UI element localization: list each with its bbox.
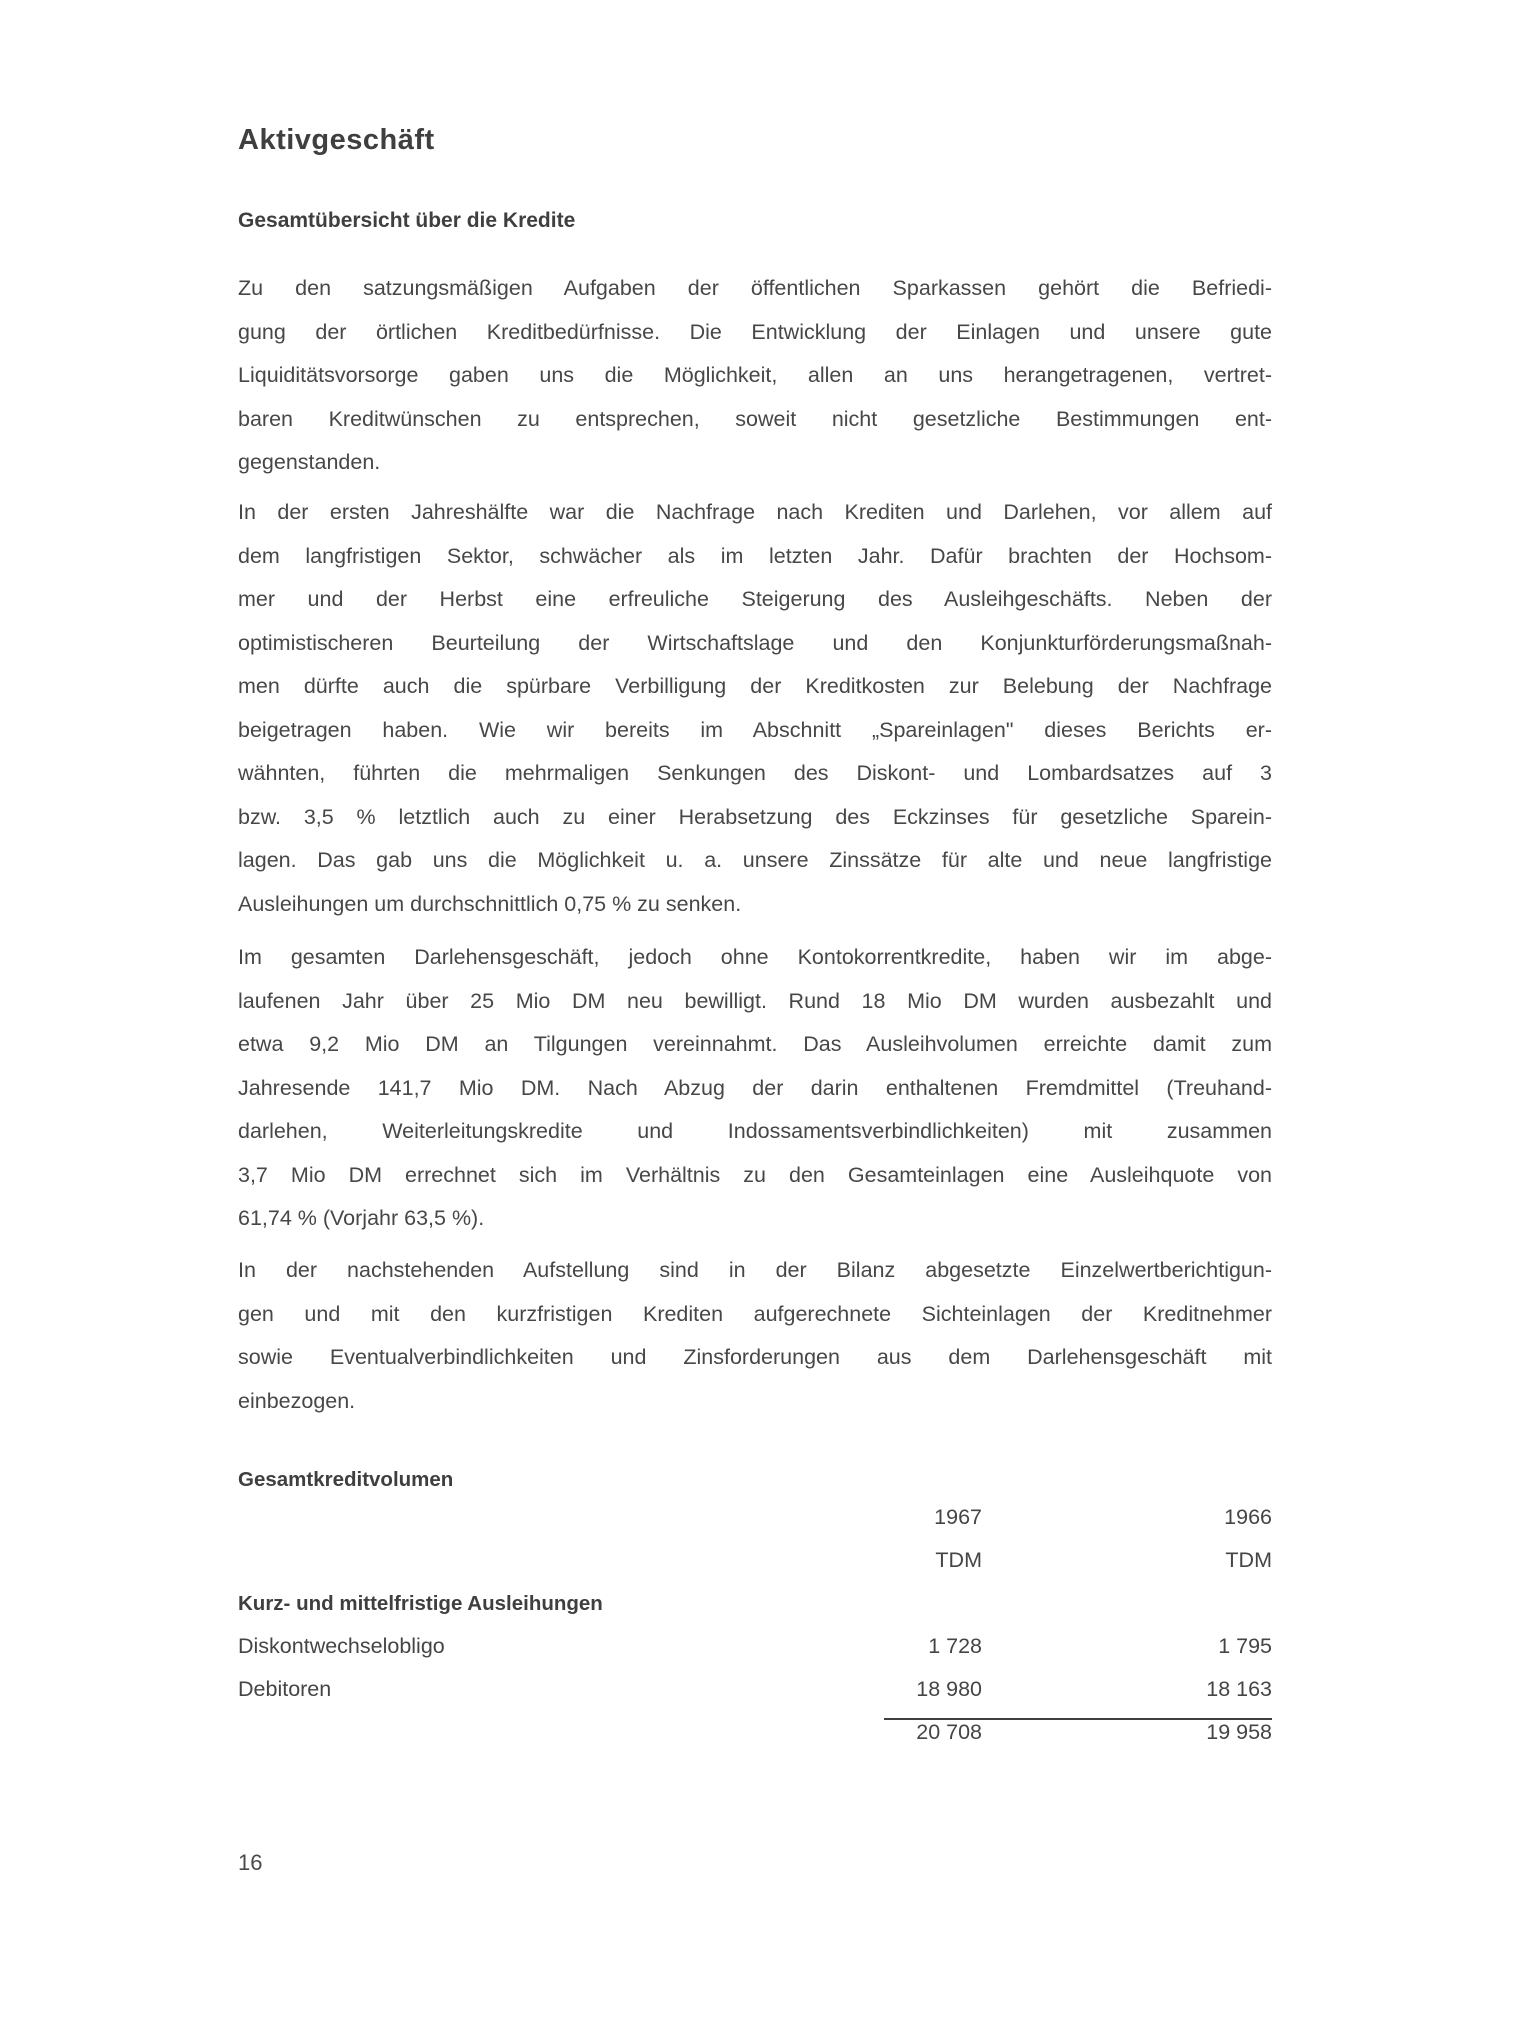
text-line: Jahresende 141,7 Mio DM. Nach Abzug der darin enthaltenen Fremdmittel (Treuhand- — [238, 1075, 1272, 1100]
column-header-unit: TDM — [935, 1548, 982, 1572]
sum-divider-rule — [884, 1718, 1272, 1720]
text-line: In der ersten Jahreshälfte war die Nachfrage nach Krediten und Darlehen, vor allem auf — [238, 500, 1272, 524]
credit-volume-table — [238, 1496, 1272, 1754]
table-title: Gesamtkreditvolumen — [238, 1468, 454, 1491]
text-line: laufenen Jahr über 25 Mio DM neu bewilligt. Rund 18 Mio DM wurden ausbezahlt und — [238, 988, 1272, 1013]
text-line: darlehen, Weiterleitungskredite und Indossamentsverbindlichkeiten) mit zusammen — [238, 1119, 1272, 1143]
group-label: Kurz- und mittelfristige Ausleihungen — [238, 1592, 603, 1615]
paragraph-2 — [238, 491, 1272, 926]
text-line: gegenstanden. — [238, 450, 381, 474]
table-header-year-row — [238, 1496, 1272, 1539]
total-value: 19 958 — [1206, 1720, 1272, 1744]
cell-value: 1 795 — [1218, 1634, 1272, 1658]
text-line: optimistischeren Beurteilung der Wirtschaftslage und den Konjunkturförderungsmaßnah- — [238, 630, 1272, 655]
paragraph-1 — [238, 267, 1272, 485]
row-label: Debitoren — [238, 1677, 332, 1701]
text-line: 3,7 Mio DM errechnet sich im Verhältnis zu den Gesamteinlagen eine Ausleihquote von — [238, 1162, 1272, 1187]
column-header-year: 1967 — [934, 1505, 982, 1529]
section-title: Aktivgeschäft — [238, 124, 435, 156]
text-line: Liquiditätsvorsorge gaben uns die Möglichkeit, allen an uns herangetragenen, vertret- — [238, 363, 1272, 387]
table-row — [238, 1625, 1272, 1668]
column-header-unit: TDM — [1225, 1548, 1272, 1572]
cell-value: 18 980 — [916, 1677, 982, 1701]
text-line: lagen. Das gab uns die Möglichkeit u. a. unsere Zinssätze für alte und neue langfristige — [238, 848, 1272, 872]
cell-value: 1 728 — [928, 1634, 982, 1658]
text-line: Zu den satzungsmäßigen Aufgaben der öffentlichen Sparkassen gehört die Befriedi- — [238, 276, 1272, 300]
table-group-row — [238, 1582, 1272, 1625]
text-line: Ausleihungen um durchschnittlich 0,75 % zu senken. — [238, 891, 742, 916]
subsection-title: Gesamtübersicht über die Kredite — [238, 209, 576, 232]
table-row — [238, 1668, 1272, 1711]
text-line: sowie Eventualverbindlichkeiten und Zinsforderungen aus dem Darlehensgeschäft mit — [238, 1345, 1272, 1369]
text-line: wähnten, führten die mehrmaligen Senkungen des Diskont- und Lombardsatzes auf 3 — [238, 761, 1272, 785]
total-value: 20 708 — [916, 1720, 982, 1744]
text-line: men dürfte auch die spürbare Verbilligung der Kreditkosten zur Belebung der Nachfrage — [238, 674, 1272, 698]
paragraph-3 — [238, 936, 1272, 1241]
cell-value: 18 163 — [1206, 1677, 1272, 1701]
paragraph-4 — [238, 1249, 1272, 1423]
text-line: etwa 9,2 Mio DM an Tilgungen vereinnahmt. Das Ausleihvolumen erreichte damit zum — [238, 1032, 1272, 1056]
text-line: In der nachstehenden Aufstellung sind in der Bilanz abgesetzte Einzelwertberichtigun- — [238, 1258, 1272, 1282]
text-line: mer und der Herbst eine erfreuliche Steigerung des Ausleihgeschäfts. Neben der — [238, 587, 1272, 611]
page-number: 16 — [238, 1850, 263, 1875]
text-line: beigetragen haben. Wie wir bereits im Abschnitt „Spareinlagen" dieses Berichts er- — [238, 717, 1272, 742]
text-line: Im gesamten Darlehensgeschäft, jedoch ohne Kontokorrentkredite, haben wir im abge- — [238, 945, 1272, 969]
table-header-unit-row — [238, 1539, 1272, 1582]
text-line: dem langfristigen Sektor, schwächer als im letzten Jahr. Dafür brachten der Hochsom- — [238, 543, 1272, 568]
text-line: gen und mit den kurzfristigen Krediten aufgerechnete Sichteinlagen der Kreditnehmer — [238, 1301, 1272, 1326]
text-line: einbezogen. — [238, 1388, 356, 1413]
row-label: Diskontwechselobligo — [238, 1634, 445, 1658]
text-line: baren Kreditwünschen zu entsprechen, soweit nicht gesetzliche Bestimmungen ent- — [238, 406, 1272, 431]
column-header-year: 1966 — [1224, 1505, 1272, 1529]
text-line: gung der örtlichen Kreditbedürfnisse. Die Entwicklung der Einlagen und unsere gute — [238, 319, 1272, 344]
text-line: 61,74 % (Vorjahr 63,5 %). — [238, 1206, 485, 1230]
text-line: bzw. 3,5 % letztlich auch zu einer Herabsetzung des Eckzinses für gesetzliche Sparein- — [238, 804, 1272, 829]
